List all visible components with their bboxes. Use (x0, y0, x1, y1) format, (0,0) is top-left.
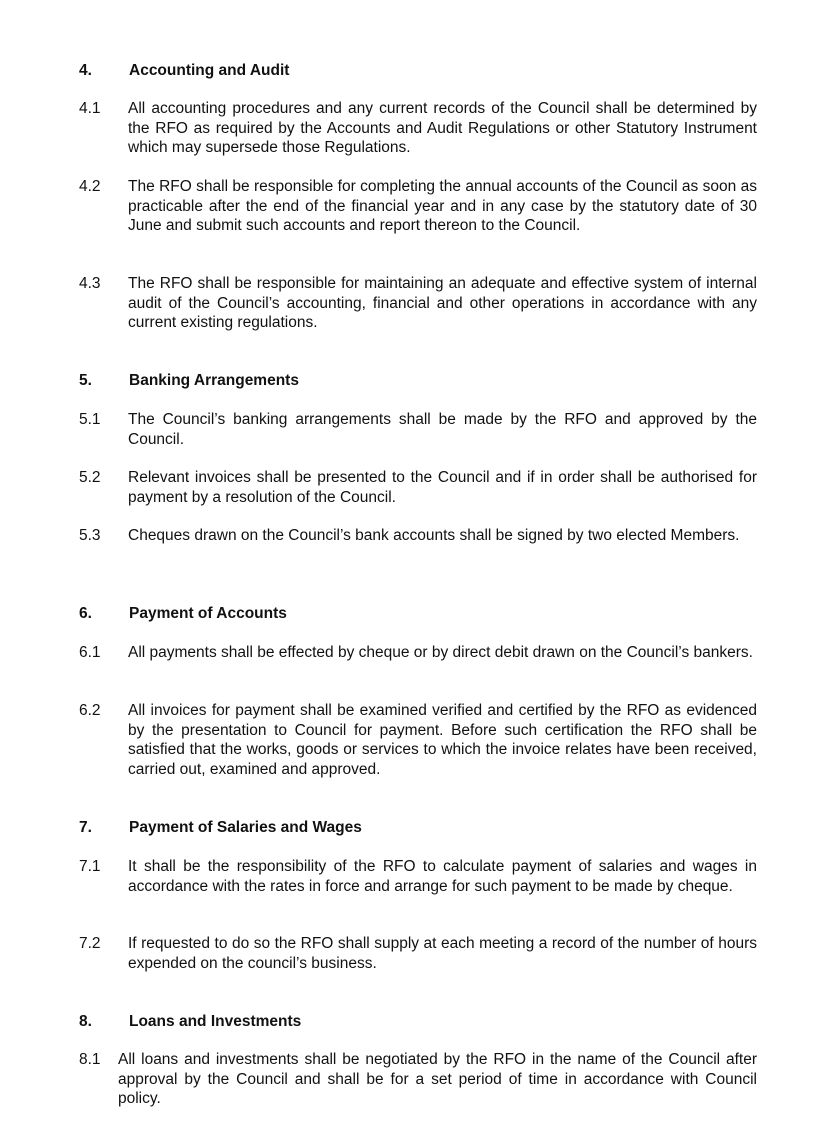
clause-text: All invoices for payment shall be examined verified and certified by the RFO as evidenced by the presentation to Council for payment. Before such certification the RFO shall be satisfied that the works, goods or services to which the invoice relates have been received, carried out, examined and approved. (128, 702, 757, 778)
clause-6-2 (79, 701, 757, 779)
clause-number: 4.1 (79, 100, 101, 117)
clause-number: 5.1 (79, 411, 101, 428)
clause-5-1 (79, 410, 757, 449)
clause-number: 7.1 (79, 858, 101, 875)
clause-text: Relevant invoices shall be presented to the Council and if in order shall be authorised for payment by a resolution of the Council. (128, 469, 757, 506)
section-number: 5. (79, 372, 92, 389)
clause-8-1 (79, 1050, 757, 1109)
section-title: Loans and Investments (129, 1013, 302, 1030)
clause-number: 4.3 (79, 275, 101, 292)
section-number: 6. (79, 605, 92, 622)
clause-4-3 (79, 274, 757, 333)
section-title: Payment of Accounts (129, 605, 287, 622)
section-title: Payment of Salaries and Wages (129, 819, 362, 836)
clause-number: 8.1 (79, 1051, 101, 1068)
clause-5-3 (79, 526, 757, 546)
clause-number: 4.2 (79, 178, 101, 195)
clause-text: If requested to do so the RFO shall supply at each meeting a record of the number of hours expended on the council’s business. (128, 935, 757, 972)
clause-6-1 (79, 643, 757, 663)
clause-7-2 (79, 934, 757, 973)
clause-4-1 (79, 99, 757, 158)
clause-text: The RFO shall be responsible for completing the annual accounts of the Council as soon as practicable after the end of the financial year and in any case by the statutory date of 30 June and submit such accounts and report thereon to the Council. (128, 178, 757, 234)
clause-7-1 (79, 857, 757, 896)
clause-4-2 (79, 177, 757, 236)
section-number: 8. (79, 1013, 92, 1030)
clause-5-2 (79, 468, 757, 507)
section-title: Banking Arrangements (129, 372, 299, 389)
clause-text: All accounting procedures and any current records of the Council shall be determined by the RFO as required by the Accounts and Audit Regulations or other Statutory Instrument which may supersede those Regulations. (128, 100, 757, 156)
clause-number: 6.2 (79, 702, 101, 719)
clause-number: 5.2 (79, 469, 101, 486)
clause-number: 7.2 (79, 935, 101, 952)
section-number: 4. (79, 62, 92, 79)
section-title: Accounting and Audit (129, 62, 290, 79)
section-number: 7. (79, 819, 92, 836)
clause-text: All loans and investments shall be negotiated by the RFO in the name of the Council after approval by the Council and shall be for a set period of time in accordance with Council policy. (118, 1051, 757, 1107)
clause-text: The Council’s banking arrangements shall be made by the RFO and approved by the Council. (128, 411, 757, 448)
clause-text: Cheques drawn on the Council’s bank accounts shall be signed by two elected Members. (128, 527, 740, 544)
clause-text: The RFO shall be responsible for maintaining an adequate and effective system of internal audit of the Council’s accounting, financial and other operations in accordance with any current existing regulations. (128, 275, 757, 331)
clause-number: 6.1 (79, 644, 101, 661)
clause-text: All payments shall be effected by cheque or by direct debit drawn on the Council’s bankers. (128, 644, 753, 661)
clause-number: 5.3 (79, 527, 101, 544)
clause-text: It shall be the responsibility of the RFO to calculate payment of salaries and wages in accordance with the rates in force and arrange for such payment to be made by cheque. (128, 858, 757, 895)
